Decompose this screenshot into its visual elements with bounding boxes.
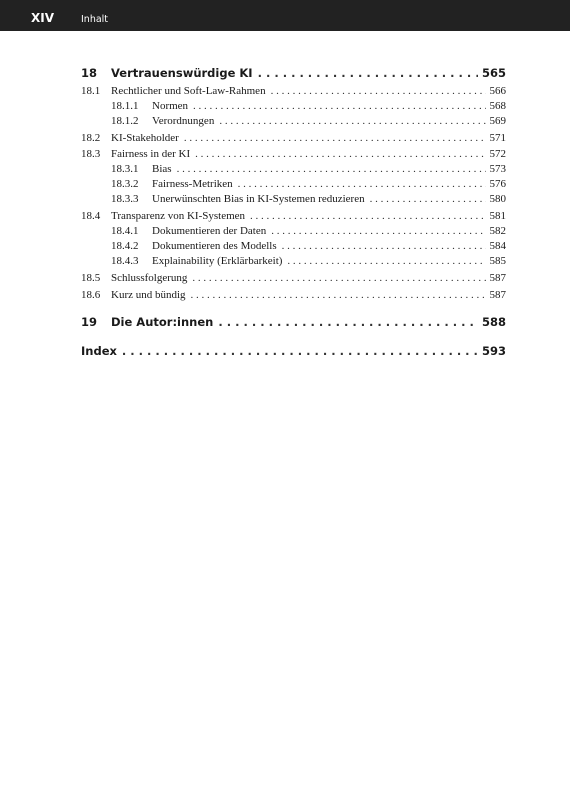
entry-page: 580 (489, 193, 506, 205)
toc-entry-18-4[interactable] (81, 209, 506, 223)
entry-title: Normen (152, 100, 189, 112)
entry-page: 571 (489, 132, 506, 144)
entry-page: 593 (481, 344, 506, 358)
entry-page: 588 (481, 315, 506, 329)
entry-page: 565 (481, 66, 506, 80)
entry-number: 18.3.1 (111, 163, 139, 175)
toc-entry-chapter-19[interactable] (81, 315, 506, 329)
dot-leader (177, 162, 486, 176)
entry-title: KI-Stakeholder (111, 132, 179, 144)
entry-title: Verordnungen (152, 115, 215, 127)
toc-entry-18-1-1[interactable] (111, 99, 506, 113)
entry-title: Vertrauenswürdige KI (111, 66, 253, 80)
entry-number: 18.1.2 (111, 115, 139, 127)
entry-page: 573 (489, 163, 506, 175)
entry-title: Transparenz von KI-Systemen (111, 210, 246, 222)
toc-entry-chapter-18[interactable] (81, 66, 506, 80)
entry-title: Explainability (Erklärbarkeit) (152, 255, 283, 267)
entry-number: 18.6 (81, 289, 101, 301)
entry-number: 18 (81, 66, 98, 80)
entry-page: 576 (489, 178, 506, 190)
entry-number: 18.4 (81, 210, 101, 222)
toc-entry-18-4-2[interactable] (111, 239, 506, 253)
entry-number: 18.2 (81, 132, 101, 144)
dot-leader (287, 254, 485, 268)
entry-title: Bias (152, 163, 172, 175)
entry-number: 18.5 (81, 272, 101, 284)
entry-page: 587 (489, 272, 506, 284)
entry-number: 18.3 (81, 148, 101, 160)
entry-title: Fairness in der KI (111, 148, 191, 160)
entry-number: 18.3.2 (111, 178, 139, 190)
toc-entry-18-2[interactable] (81, 131, 506, 145)
entry-page: 581 (489, 210, 506, 222)
dot-leader (218, 315, 478, 329)
entry-title: Schlussfolgerung (111, 272, 188, 284)
toc-entry-18-1-2[interactable] (111, 114, 506, 128)
toc-entry-18-4-3[interactable] (111, 254, 506, 268)
page-number: XIV (31, 11, 55, 25)
entry-number: 19 (81, 315, 98, 329)
entry-title: Index (81, 344, 117, 358)
running-head: Inhalt (81, 14, 109, 25)
dot-leader (282, 239, 486, 253)
entry-title: Unerwünschten Bias in KI-Systemen reduzieren (152, 193, 365, 205)
dot-leader (195, 147, 485, 161)
entry-number: 18.1.1 (111, 100, 139, 112)
toc-entry-index[interactable] (81, 344, 506, 358)
toc-entry-18-3[interactable] (81, 147, 506, 161)
entry-page: 572 (489, 148, 506, 160)
entry-number: 18.4.3 (111, 255, 139, 267)
toc-entry-18-6[interactable] (81, 288, 506, 302)
dot-leader (193, 99, 485, 113)
header-bar (0, 0, 570, 31)
toc-entry-18-5[interactable] (81, 271, 506, 285)
entry-title: Rechtlicher und Soft-Law-Rahmen (111, 85, 266, 97)
entry-title: Kurz und bündig (111, 289, 186, 301)
entry-page: 582 (489, 225, 506, 237)
entry-page: 566 (489, 85, 506, 97)
toc-entry-18-3-2[interactable] (111, 177, 506, 191)
entry-page: 587 (489, 289, 506, 301)
dot-leader (370, 192, 486, 206)
entry-number: 18.4.2 (111, 240, 139, 252)
entry-number: 18.4.1 (111, 225, 139, 237)
dot-leader (192, 271, 485, 285)
dot-leader (238, 177, 486, 191)
entry-title: Dokumentieren des Modells (152, 240, 277, 252)
entry-number: 18.1 (81, 85, 101, 97)
dot-leader (271, 224, 485, 238)
entry-page: 584 (489, 240, 506, 252)
toc-entry-18-3-3[interactable] (111, 192, 506, 206)
dot-leader (122, 344, 478, 358)
dot-leader (250, 209, 485, 223)
dot-leader (219, 114, 485, 128)
toc-entry-18-4-1[interactable] (111, 224, 506, 238)
entry-title: Fairness-Metriken (152, 178, 233, 190)
toc-entry-18-1[interactable] (81, 84, 506, 98)
entry-title: Die Autor:innen (111, 315, 214, 329)
toc-entry-18-3-1[interactable] (111, 162, 506, 176)
entry-page: 569 (489, 115, 506, 127)
dot-leader (184, 131, 486, 145)
entry-page: 568 (489, 100, 506, 112)
dot-leader (258, 66, 478, 80)
dot-leader (271, 84, 486, 98)
entry-page: 585 (489, 255, 506, 267)
dot-leader (191, 288, 486, 302)
entry-title: Dokumentieren der Daten (152, 225, 267, 237)
entry-number: 18.3.3 (111, 193, 139, 205)
